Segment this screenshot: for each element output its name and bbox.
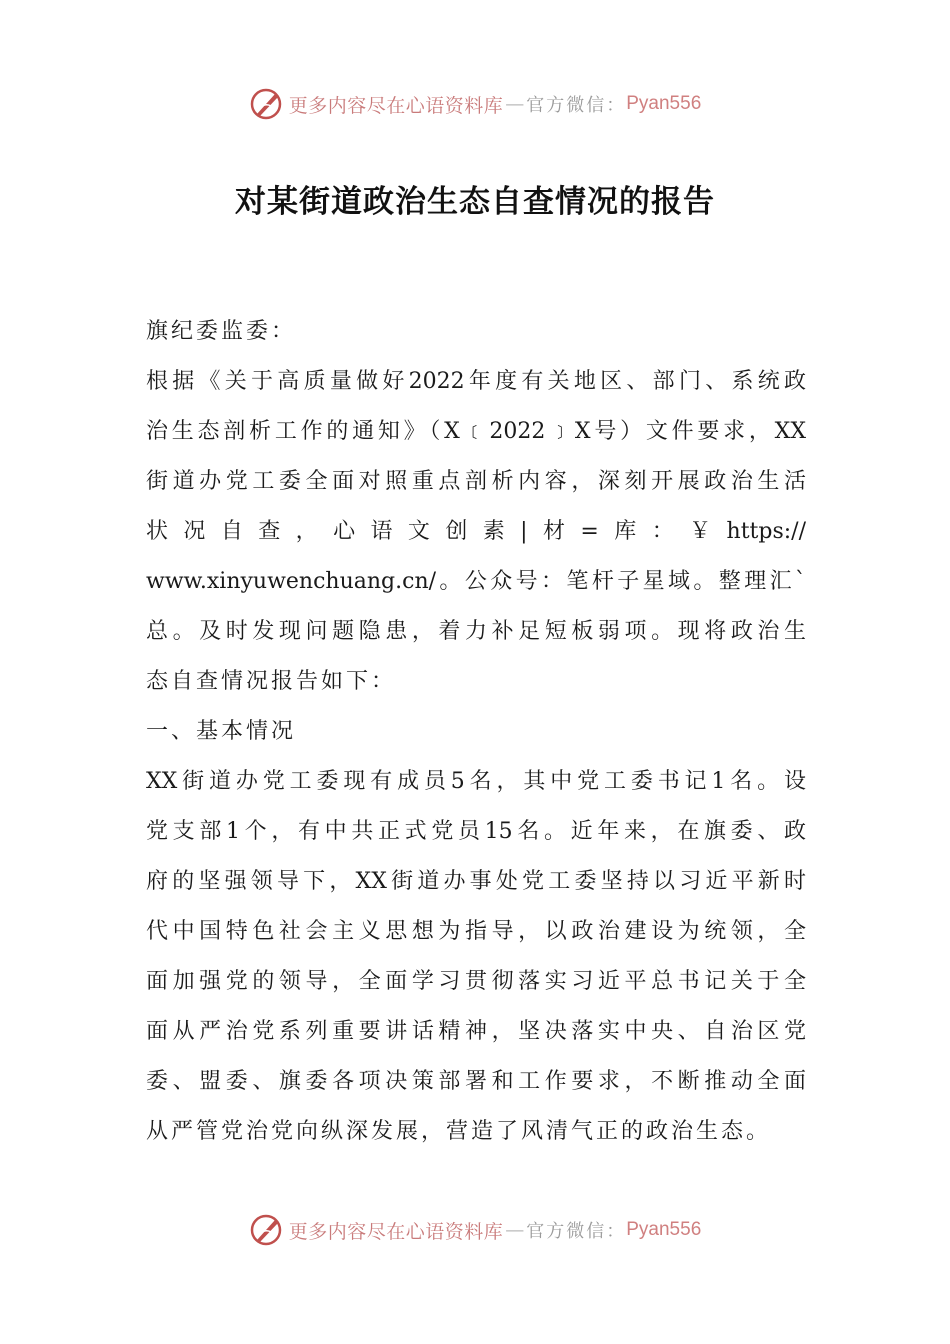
body-line: XX街道办党工委现有成员5名，其中党工委书记1名。设 [146, 769, 806, 794]
banner-wechat-label: 官方微信： [526, 95, 627, 116]
banner-dash: — [505, 93, 525, 115]
body-line: 面从严治党系列重要讲话精神，坚决落实中央、自治区党 [146, 1019, 806, 1044]
section-heading: 一、基本情况 [146, 719, 297, 744]
quill-seal-icon [249, 86, 285, 122]
body-line: 街道办党工委全面对照重点剖析内容，深刻开展政治生活 [146, 469, 806, 494]
document-body [146, 307, 806, 1157]
body-line: 态自查情况报告如下： [146, 669, 397, 694]
body-line: 委、盟委、旗委各项决策部署和工作要求，不断推动全面 [146, 1069, 806, 1094]
body-line: 党支部1个，有中共正式党员15名。近年来，在旗委、政 [146, 819, 806, 844]
body-line: 代中国特色社会主义思想为指导，以政治建设为统领，全 [146, 919, 806, 944]
quill-seal-icon [249, 1212, 285, 1248]
salutation: 旗纪委监委： [146, 319, 297, 344]
body-line: 根据《关于高质量做好2022年度有关地区、部门、系统政 [146, 369, 806, 394]
banner-wechat-id: Pyan556 [626, 93, 702, 114]
footer-banner [0, 1208, 950, 1252]
body-line: 总。及时发现问题隐患，着力补足短板弱项。现将政治生 [146, 619, 806, 644]
body-line: 从严管党治党向纵深发展，营造了风清气正的政治生态。 [146, 1119, 772, 1144]
body-line: 面加强党的领导，全面学习贯彻落实习近平总书记关于全 [146, 969, 806, 994]
body-line: 状况自查，心语文创素|材=库：￥https:// [146, 519, 806, 544]
banner-main-text: 更多内容尽在心语资料库 [288, 94, 504, 117]
header-banner [0, 82, 950, 126]
body-line: 府的坚强领导下，XX街道办事处党工委坚持以习近平新时 [146, 869, 806, 894]
banner-main-text: 更多内容尽在心语资料库 [288, 1220, 504, 1243]
document-title: 对某街道政治生态自查情况的报告 [235, 184, 715, 220]
banner-wechat-id: Pyan556 [626, 1219, 702, 1240]
banner-dash: — [505, 1219, 525, 1241]
banner-wechat-label: 官方微信： [526, 1221, 627, 1242]
body-line: 治生态剖析工作的通知》（X﹝2022﹞X号）文件要求，XX [146, 419, 806, 444]
body-line: www.xinyuwenchuang.cn/。公众号：笔杆子星域。整理汇` [146, 569, 806, 594]
